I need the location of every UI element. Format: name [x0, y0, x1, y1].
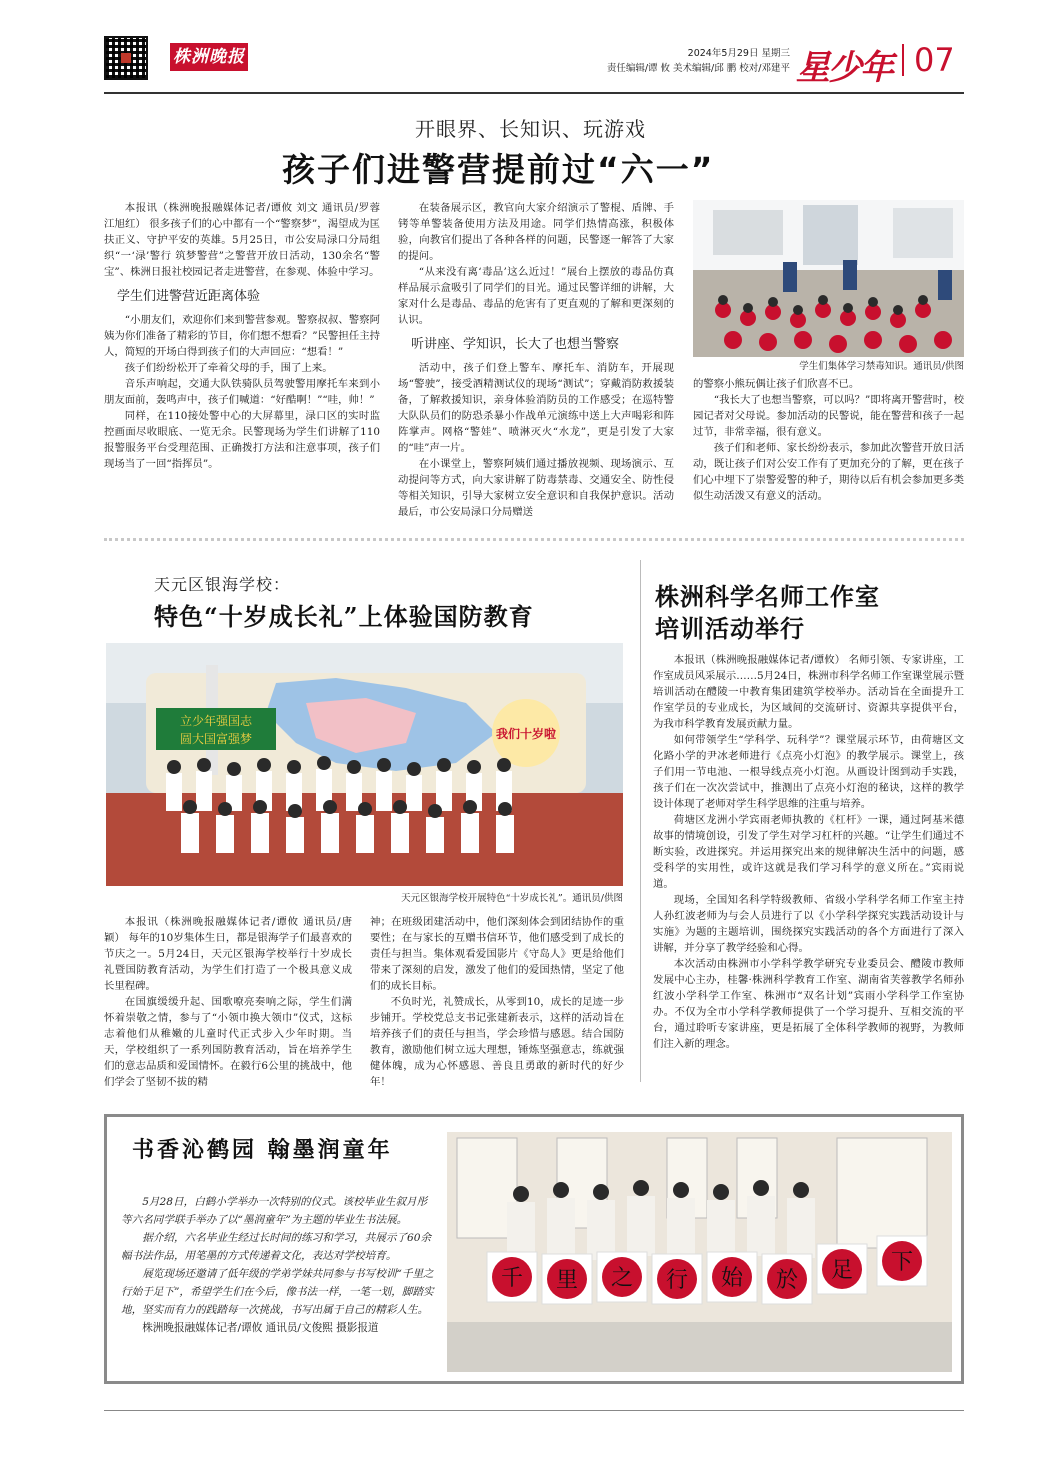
paragraph: 本次活动由株洲市小学科学教学研究专业委员会、醴陵市教师发展中心主办，桂馨·株洲科学教育工作室、湖南省芙蓉教学名师孙红波小学科学工作室、株洲市“双名计划”宾雨小学科学工作室协办。不仅为全市小学科学教师提供了一个学习提升、互相交流的平台，通过聆听专家讲座，更是拓展了全体科学教师的视野，为教师们注入新的理念。	[653, 958, 964, 1050]
story4-photo	[447, 1132, 952, 1372]
paragraph: 本报讯（株洲晚报融媒体记者/谭攸） 名师引领、专家讲座，工作室成员风采展示……5月24日，株洲市科学名师工作室课堂展示暨培训活动在醴陵一中教育集团建筑学校举办。活动旨在全面提升工作室学员的专业成长，为区域间的交流研讨、资源共享提供平台，为我市科学教育发展贡献力量。	[653, 654, 964, 730]
story4-body	[121, 1193, 437, 1337]
story4-byline: 株洲晚报融媒体记者/谭攸 通讯员/文俊熙 摄影报道	[142, 1322, 379, 1334]
story2-headline: 特色“十岁成长礼”上体验国防教育	[154, 602, 534, 631]
qr-code	[104, 36, 148, 80]
paragraph: 荷塘区龙洲小学宾雨老师执教的《杠杆》一课，通过阿基米德故事的情境创设，引发了学生对学习杠杆的兴趣。“让学生们通过不断实验，改进探究。并运用探究出来的规律解决生活中的问题，感受科学的实用性，或许这就是我们学习科学的意义所在。”宾雨说道。	[653, 814, 964, 890]
calligraphy-char: 足	[830, 1258, 854, 1283]
story1-column-3	[693, 376, 964, 504]
paragraph: 孩子们和老师、家长纷纷表示，参加此次警营开放日活动，既让孩子们对公安工作有了更加充分的了解，更在孩子们心中埋下了崇警爱警的种子，期待以后有机会参加更多类似生动活泼又有意义的活动。	[693, 442, 964, 502]
paragraph: “从来没有离‘毒品’这么近过！”展台上摆放的毒品仿真样品展示盒吸引了同学们的目光。通过民警详细的讲解，大家对什么是毒品、毒品的危害有了更直观的了解和更深刻的认识。	[398, 266, 674, 326]
story1-kicker: 开眼界、长知识、玩游戏	[415, 117, 646, 141]
section-divider	[104, 538, 964, 541]
banner-text-1: 立少年强国志	[179, 714, 253, 728]
story1-headline: 孩子们进警营提前过“六一”	[282, 150, 715, 189]
section-logo: 星少年	[796, 48, 892, 88]
top-rule	[104, 92, 964, 94]
calligraphy-char: 里	[555, 1268, 579, 1293]
paragraph: 在小课堂上，警察阿姨们通过播放视频、现场演示、互动提问等方式，向大家讲解了防毒禁毒、交通安全、防性侵等相关知识，引导大家树立安全意识和自我保护意识。活动最后，市公安局渌口分局赠送	[398, 458, 674, 518]
paragraph: 同样，在110接处警中心的大屏幕里，渌口区的实时监控画面尽收眼底、一览无余。民警现场为学生们讲解了110报警服务平台受理范围、正确拨打方法和注意事项，孩子们现场当了一回“指挥员”。	[104, 410, 380, 470]
paragraph: “我长大了也想当警察，可以吗？”即将离开警营时，校园记者对父母说。参加活动的民警说，能在警营和孩子一起过节，非常幸福，很有意义。	[693, 394, 964, 438]
page-number: 07	[902, 44, 955, 76]
header-meta	[560, 46, 790, 76]
banner-text-3: 我们十岁啦	[495, 727, 557, 741]
paragraph: 本报讯（株洲晚报融媒体记者/谭攸 刘文 通讯员/罗蓉 江旭红） 很多孩子们的心中都有一个“警察梦”，渴望成为匡扶正义、守护平安的英雄。5月25日，市公安局渌口分局组织“一‘渌’警行 筑梦警营”之警营开放日活动，130余名“警宝”、株洲日报社校园记者走进警营，在参观、体验中学习。	[104, 202, 380, 278]
story4-headline: 书香沁鹤园 翰墨润童年	[132, 1137, 393, 1163]
bottom-rule	[104, 1410, 964, 1411]
story3-headline-line-1: 株洲科学名师工作室	[655, 582, 880, 611]
story2-kicker: 天元区银海学校：	[154, 575, 291, 594]
story2-column-1	[104, 914, 352, 1090]
column-divider	[640, 560, 641, 1082]
paragraph: 的警察小熊玩偶让孩子们欣喜不已。	[693, 378, 860, 390]
editors-line: 责任编辑/谭 攸 美术编辑/邱 鹏 校对/邓建平	[606, 63, 790, 74]
paragraph: 展览现场还邀请了低年级的学弟学妹共同参与书写校训“千里之行始于足下”，希望学生们在今后，像书法一样，一笔一划，脚踏实地，坚实而有力的践踏每一次挑战，书写出属于自己的精彩人生。	[121, 1268, 434, 1316]
story1-column-2	[398, 200, 674, 520]
calligraphy-feature-box	[104, 1114, 964, 1384]
calligraphy-char: 始	[720, 1266, 744, 1291]
story2-photo-caption: 天元区银海学校开展特色“十岁成长礼”。通讯员/供图	[401, 893, 623, 904]
story1-photo	[693, 200, 964, 357]
paragraph: 现场，全国知名科学特级教师、省级小学科学名师工作室主持人孙红波老师为与会人员进行了以《小学科学探究实践活动设计与实施》为题的主题培训，围绕探究实践活动的各个方面进行了深入讲解，并分享了教学经验和心得。	[653, 894, 964, 954]
calligraphy-char: 下	[890, 1250, 914, 1275]
paragraph: 在国旗缓缓升起、国歌嘹亮奏响之际，学生们满怀着崇敬之情，参与了“小领巾换大领巾”仪式，这标志着他们从稚嫩的儿童时代正式步入少年时期。当天，学校组织了一系列国防教育活动，旨在培养学生们的意志品质和爱国情怀。在毅行6公里的挑战中，他们学会了坚韧不拔的精	[104, 996, 352, 1088]
story2-photo	[106, 643, 623, 886]
story3-body	[653, 652, 964, 1052]
paragraph: 不负时光，礼赞成长，从零到10，成长的足迹一步步铺开。学校党总支书记张建新表示，这样的活动旨在培养孩子们的责任与担当，学会珍惜与感恩。结合国防教育，激励他们树立远大理想，锤炼坚强意志，练就强健体魄，成为心怀感恩、善良且勇敢的新时代的好少年！	[370, 996, 624, 1088]
paragraph: “小朋友们，欢迎你们来到警营参观。警察叔叔、警察阿姨为你们准备了精彩的节目，你们想不想看？”民警担任主持人，简短的开场白得到孩子们的大声回应：“想看！”	[104, 314, 380, 358]
calligraphy-char: 行	[665, 1268, 689, 1293]
story1-subhead-1: 学生们进警营近距离体验	[117, 289, 261, 304]
paragraph: 据介绍，六名毕业生经过长时间的练习和学习，共展示了60余幅书法作品，用笔墨的方式传递着文化，表达对学校培育。	[121, 1232, 432, 1262]
paragraph: 孩子们纷纷松开了牵着父母的手，围了上来。	[124, 362, 333, 374]
story2-column-2	[370, 914, 624, 1090]
paragraph: 如何带领学生“学科学、玩科学”？课堂展示环节，由荷塘区文化路小学的尹冰老师进行《点亮小灯泡》的教学展示。课堂上，孩子们用一节电池、一根导线点亮小灯泡。从画设计图到动手实践，孩子们在一次次尝试中，推测出了点亮小灯泡的秘诀，这样的教学设计体现了老师对学生科学思维的注重与培养。	[653, 734, 964, 810]
banner-text-2: 圆大国富强梦	[179, 732, 253, 746]
calligraphy-char: 千	[500, 1266, 524, 1291]
paragraph: 神；在班级团建活动中，他们深刻体会到团结协作的重要性；在与家长的互赠书信环节，他们感受到了成长的责任与担当。集体观看爱国影片《守岛人》更是给他们带来了深刻的启发，激发了他们的爱国热情，坚定了他们的成长目标。	[370, 916, 624, 992]
paragraph: 5月28日，白鹤小学举办一次特别的仪式。该校毕业生叙月彤等六名同学联手举办了以“墨润童年”为主题的毕业生书法展。	[121, 1196, 428, 1226]
calligraphy-char: 之	[610, 1266, 634, 1291]
story1-photo-caption: 学生们集体学习禁毒知识。通讯员/供图	[799, 361, 964, 372]
paragraph: 本报讯（株洲晚报融媒体记者/谭攸 通讯员/唐颖） 每年的10岁集体生日，都是银海学子们最喜欢的节庆之一。5月24日，天元区银海学校举行十岁成长礼暨国防教育活动，为学生们打造了一个极具意义成长里程碑。	[104, 916, 352, 992]
newspaper-logo: 株洲晚报	[170, 43, 248, 71]
date-line: 2024年5月29日 星期三	[687, 48, 790, 59]
paragraph: 在装备展示区，教官向大家介绍演示了警棍、盾牌、手铐等单警装备使用方法及用途。同学们热情高涨，积极体验，向教官们提出了各种各样的问题，民警逐一解答了大家的提问。	[398, 202, 674, 262]
story1-column-1	[104, 200, 380, 472]
paragraph: 音乐声响起，交通大队铁骑队员驾驶警用摩托车来到小朋友面前，轰鸣声中，孩子们喊道：“好酷啊！”“哇，帅！”	[104, 378, 380, 406]
calligraphy-char: 於	[775, 1268, 799, 1293]
paragraph: 活动中，孩子们登上警车、摩托车、消防车，开展现场“警驶”，接受酒精测试仪的现场“测试”；穿戴消防救援装备，了解救援知识，亲身体验消防员的工作感受；在巡特警大队队员们的防恐杀暴小作战单元演练中送上大声喝彩和阵阵掌声。网格“警娃”、喷淋灭火“水龙”，更是引发了大家的“哇”声一片。	[398, 362, 674, 454]
story1-subhead-2: 听讲座、学知识，长大了也想当警察	[411, 337, 620, 352]
story3-headline-line-2: 培训活动举行	[655, 614, 805, 643]
